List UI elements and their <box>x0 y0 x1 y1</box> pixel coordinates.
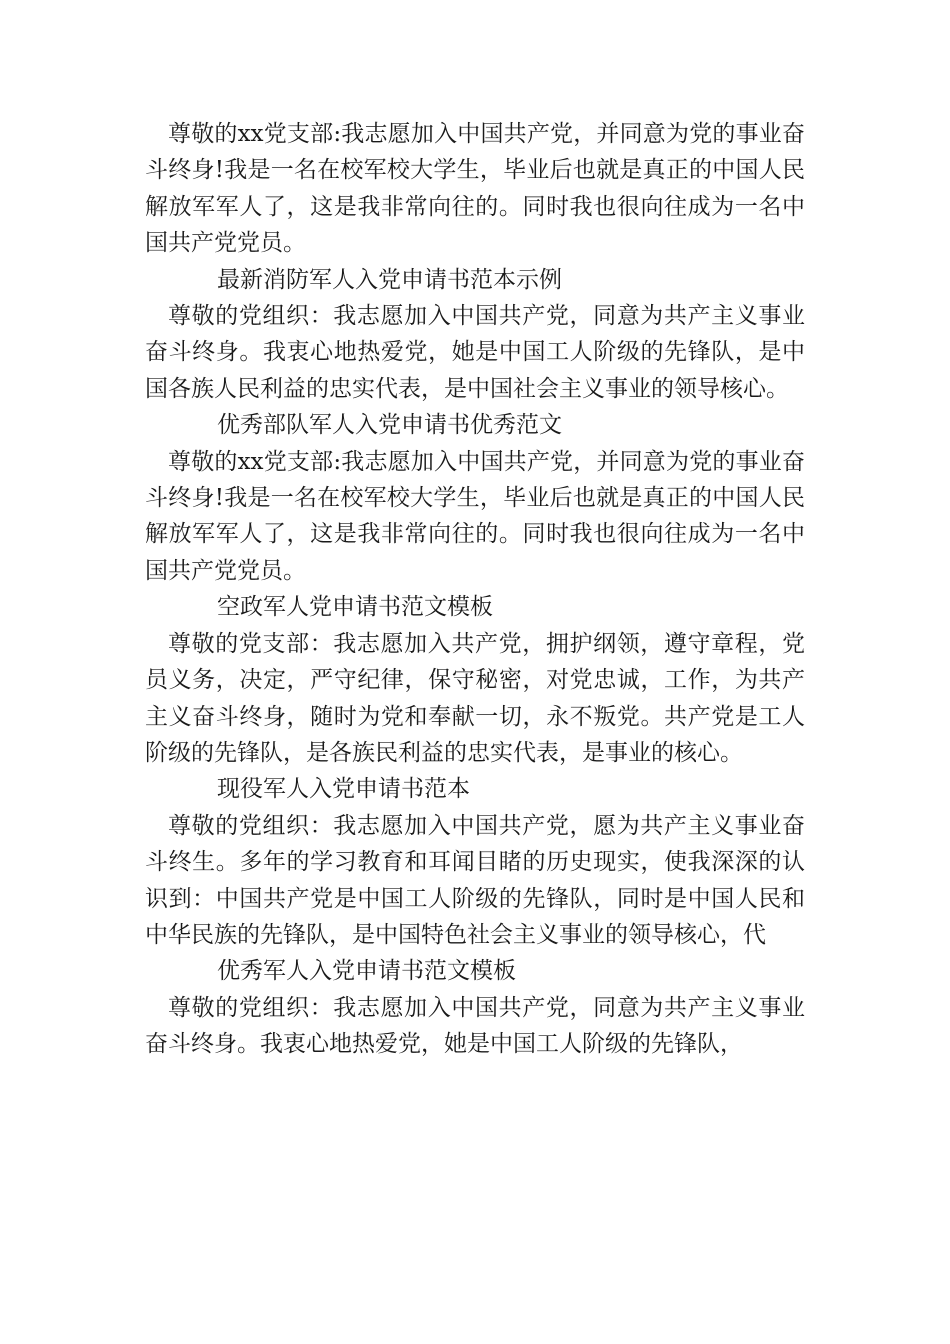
paragraph-5: 尊敬的党组织：我志愿加入中国共产党，愿为共产主义事业奋斗终生。多年的学习教育和耳闻目睹的历史现实，使我深深的认识到：中国共产党是中国工人阶级的先锋队，同时是中国人民和中华民族的先锋队，是中国特色社会主义事业的领导核心，代 <box>145 812 805 948</box>
paragraph-6: 尊敬的党组织：我志愿加入中国共产党，同意为共产主义事业奋斗终身。我衷心地热爱党，她是中国工人阶级的先锋队， <box>145 994 805 1058</box>
section-heading-2: 最新消防军人入党申请书范本示例 <box>217 266 562 293</box>
section-heading-6: 优秀军人入党申请书范文模板 <box>217 958 516 985</box>
section-heading-3: 优秀部队军人入党申请书优秀范文 <box>217 412 562 439</box>
paragraph-2: 尊敬的党组织：我志愿加入中国共产党，同意为共产主义事业奋斗终身。我衷心地热爱党，她是中国工人阶级的先锋队，是中国各族人民利益的忠实代表，是中国社会主义事业的领导核心。 <box>145 303 805 402</box>
section-heading-5: 现役军人入党申请书范本 <box>217 776 470 803</box>
document-body <box>145 116 805 1063</box>
paragraph-4: 尊敬的党支部：我志愿加入共产党，拥护纲领，遵守章程，党员义务，决定，严守纪律，保守秘密，对党忠诚，工作，为共产主义奋斗终身，随时为党和奉献一切，永不叛党。共产党是工人阶级的先锋队，是各族民利益的忠实代表，是事业的核心。 <box>145 630 805 766</box>
paragraph-1: 尊敬的xx党支部:我志愿加入中国共产党，并同意为党的事业奋斗终身!我是一名在校军校大学生，毕业后也就是真正的中国人民解放军军人了，这是我非常向往的。同时我也很向往成为一名中国共产党党员。 <box>145 121 805 257</box>
paragraph-3: 尊敬的xx党支部:我志愿加入中国共产党，并同意为党的事业奋斗终身!我是一名在校军校大学生，毕业后也就是真正的中国人民解放军军人了，这是我非常向往的。同时我也很向往成为一名中国共产党党员。 <box>145 448 805 584</box>
section-heading-4: 空政军人党申请书范文模板 <box>217 594 493 621</box>
